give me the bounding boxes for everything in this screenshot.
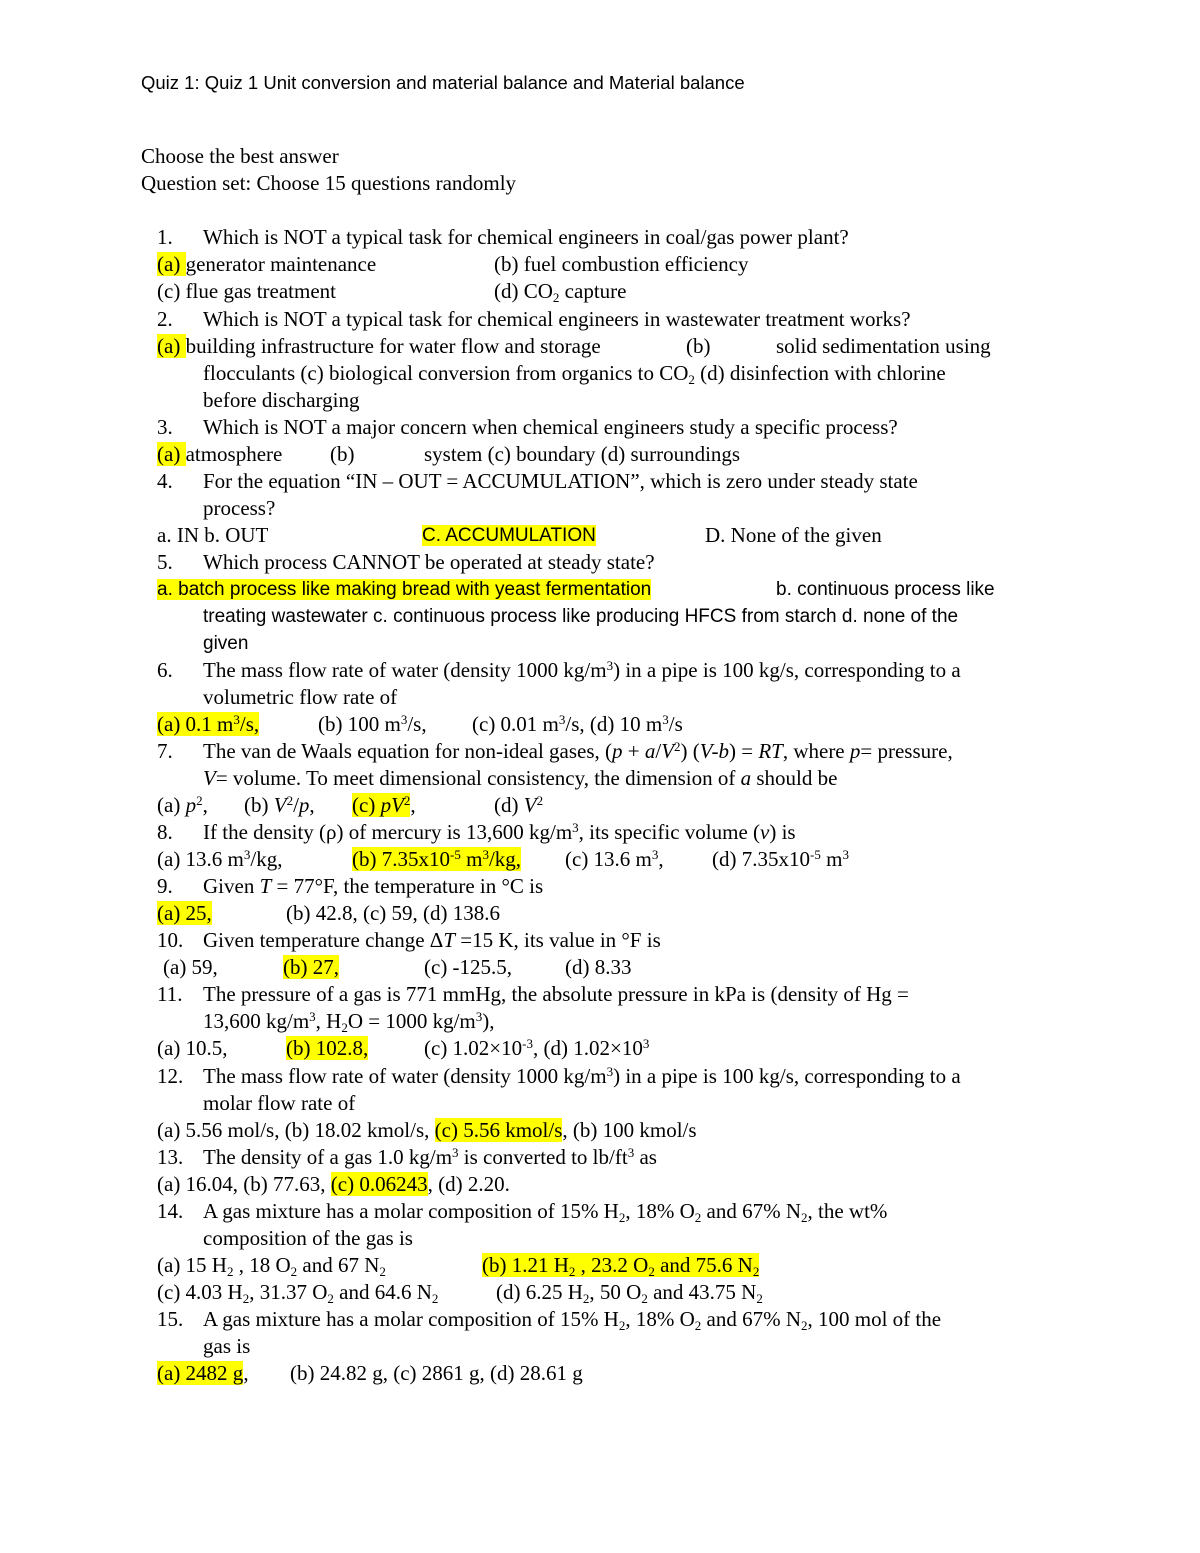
question-3: 3. [157,415,173,439]
question-15-text-2: gas is [203,1334,251,1358]
q2-option-a: (a) building infrastructure for water flow and storage [157,334,601,358]
question-2-text: Which is NOT a typical task for chemical engineers in wastewater treatment works? [203,307,911,331]
q1-option-b: (b) fuel combustion efficiency [494,252,749,276]
q1-option-a: (a) generator maintenance [157,252,377,276]
q1-option-d: (d) $CO_2$ capture [494,279,627,305]
question-11-text-2: 13,600 $kg/m^3$, $H_2O = 1000$ $kg/m^3$), [203,1009,495,1035]
question-9: 9. [157,874,173,898]
question-12-text: The mass flow rate of water (density 1000 $kg/m^3$) in a pipe is 100 kg/s, corresponding to a [203,1064,961,1088]
question-13: 13. [157,1145,184,1169]
question-9-text: Given T = 77°F, the temperature in °C is [203,874,544,898]
q6-option-b: (b) 100 $m^3/s$, [318,712,427,736]
question-3-text: Which is NOT a major concern when chemical engineers study a specific process? [203,415,898,439]
q15-option-a: (a) 2482 g, [157,1361,249,1385]
q6-option-cd: (c) 0.01 $m^3/s$, (d) 10 $m^3/s$ [472,712,683,736]
question-15: 15. [157,1307,184,1331]
question-10: 10. [157,928,184,952]
question-5: 5. [157,550,173,574]
q3-option-b: (b) [330,442,355,466]
question-12-text-2: molar flow rate of [203,1091,356,1115]
q13-options: (a) 16.04, (b) 77.63, (c) 0.06243, (d) 2.20. [157,1172,510,1196]
q8-option-b: (b) $7.35x10^{-5}$ $m^3/kg$, [352,847,522,871]
q1-option-c: (c) flue gas treatment [157,279,336,303]
q7-option-c: (c) $pV^2$, [352,793,416,817]
question-5-text: Which process CANNOT be operated at steady state? [203,550,655,574]
question-6-text-2: volumetric flow rate of [203,685,398,709]
question-8: 8. [157,820,173,844]
q10-option-b: (b) 27, [283,955,339,979]
q11-option-cd: (c) $1.02\times 10^{-3}$, (d) $1.02\times 10^3$ [424,1036,650,1060]
q6-option-a: (a) 0.1 $m^3/s$, [157,712,260,736]
question-13-text: The density of a gas 1.0 $kg/m^3$ is converted to $lb/ft^3$ as [203,1145,657,1169]
instruction: Choose the best answer [141,144,339,168]
question-1-text: Which is NOT a typical task for chemical engineers in coal/gas power plant? [203,225,849,249]
q8-option-d: (d) $7.35x10^{-5}$ $m^3$ [712,847,849,871]
q3-options-rest: system (c) boundary (d) surroundings [424,442,741,466]
question-11: 11. [157,982,183,1006]
q7-option-d: (d) $V^2$ [494,793,544,817]
question-7: 7. [157,739,173,763]
q3-option-a: (a) atmosphere [157,442,283,466]
q14-option-c: (c) 4.03 $H_2$, 31.37 $O_2$ and 64.6 $N_2$ [157,1280,439,1306]
q7-option-b: (b) $V^2/p$, [244,793,315,817]
question-6: 6. [157,658,173,682]
question-2: 2. [157,307,173,331]
q7-option-a: (a) $p^2$, [157,793,208,817]
question-11-text: The pressure of a gas is 771 mmHg, the absolute pressure in kPa is (density of Hg = [203,982,909,1006]
q5-options-line2: treating wastewater c. continuous process like producing HFCS from starch d. none of the [203,606,959,627]
question-14: 14. [157,1199,184,1223]
question-8-text: If the density (ρ) of mercury is 13,600 $kg/m^3$, its specific volume (v) is [203,820,796,844]
question-7-text: The van de Waals equation for non-ideal gases, $(p + a/V^2)$ (V-b) = RT, where p= pressure, [203,739,953,763]
question-4: 4. [157,469,173,493]
q10-option-c: (c) -125.5, [424,955,513,979]
question-7-text-2: V= volume. To meet dimensional consistency, the dimension of a should be [203,766,838,790]
q5-option-a: a. batch process like making bread with yeast fermentation [157,579,652,600]
q11-option-a: (a) 10.5, [157,1036,228,1060]
question-1: 1. [157,225,173,249]
question-10-text: Given temperature change ΔT =15 K, its value in °F is [203,928,661,952]
q2-options-line2: flocculants (c) biological conversion from organics to $CO_2$ (d) disinfection with chlorine [203,361,946,387]
q14-option-d: (d) 6.25 $H_2$, 50 $O_2$ and 43.75 $N_2$ [496,1280,763,1306]
q4-option-c: C. ACCUMULATION [422,525,596,546]
q14-option-a: (a) 15 $H_2$ , 18 $O_2$ and 67 $N_2$ [157,1253,386,1279]
q9-options-rest: (b) 42.8, (c) 59, (d) 138.6 [286,901,501,925]
q2-options-line3: before discharging [203,388,360,412]
q9-option-a: (a) 25, [157,901,212,925]
q10-option-d: (d) 8.33 [565,955,632,979]
q2-option-b-label: (b) [686,334,711,358]
question-4-text: For the equation “IN – OUT = ACCUMULATION”, which is zero under steady state [203,469,918,493]
q4-option-ab: a. IN b. OUT [157,523,269,547]
q10-option-a: (a) 59, [163,955,218,979]
page-header: Quiz 1: Quiz 1 Unit conversion and material balance and Material balance [141,72,745,93]
q2-option-b-text: solid sedimentation using [776,334,991,358]
q5-options-line3: given [203,633,249,654]
q12-options: (a) 5.56 mol/s, (b) 18.02 kmol/s, (c) 5.56 kmol/s, (b) 100 kmol/s [157,1118,697,1142]
q8-option-c: (c) 13.6 $m^3$, [565,847,664,871]
question-15-text: A gas mixture has a molar composition of 15% $H_2$, 18% $O_2$ and 67% $N_2$, 100 mol of the [203,1307,942,1333]
q14-option-b: (b) 1.21 $H_2$ , 23.2 $O_2$ and 75.6 $N_2$ [482,1253,760,1279]
question-6-text: The mass flow rate of water (density 1000 $kg/m^3$) in a pipe is 100 kg/s, corresponding to a [203,658,961,682]
q5-option-b: b. continuous process like [776,579,995,600]
question-14-text-2: composition of the gas is [203,1226,413,1250]
question-4-text-2: process? [203,496,276,520]
q15-options-rest: (b) 24.82 g, (c) 2861 g, (d) 28.61 g [290,1361,583,1385]
question-12: 12. [157,1064,184,1088]
q4-option-d: D. None of the given [705,523,882,547]
q11-option-b: (b) 102.8, [286,1036,369,1060]
q8-option-a: (a) 13.6 $m^3/kg$, [157,847,283,871]
question-14-text: A gas mixture has a molar composition of 15% $H_2$, 18% $O_2$ and 67% $N_2$, the wt% [203,1199,888,1225]
question-set-note: Question set: Choose 15 questions randomly [141,171,517,195]
